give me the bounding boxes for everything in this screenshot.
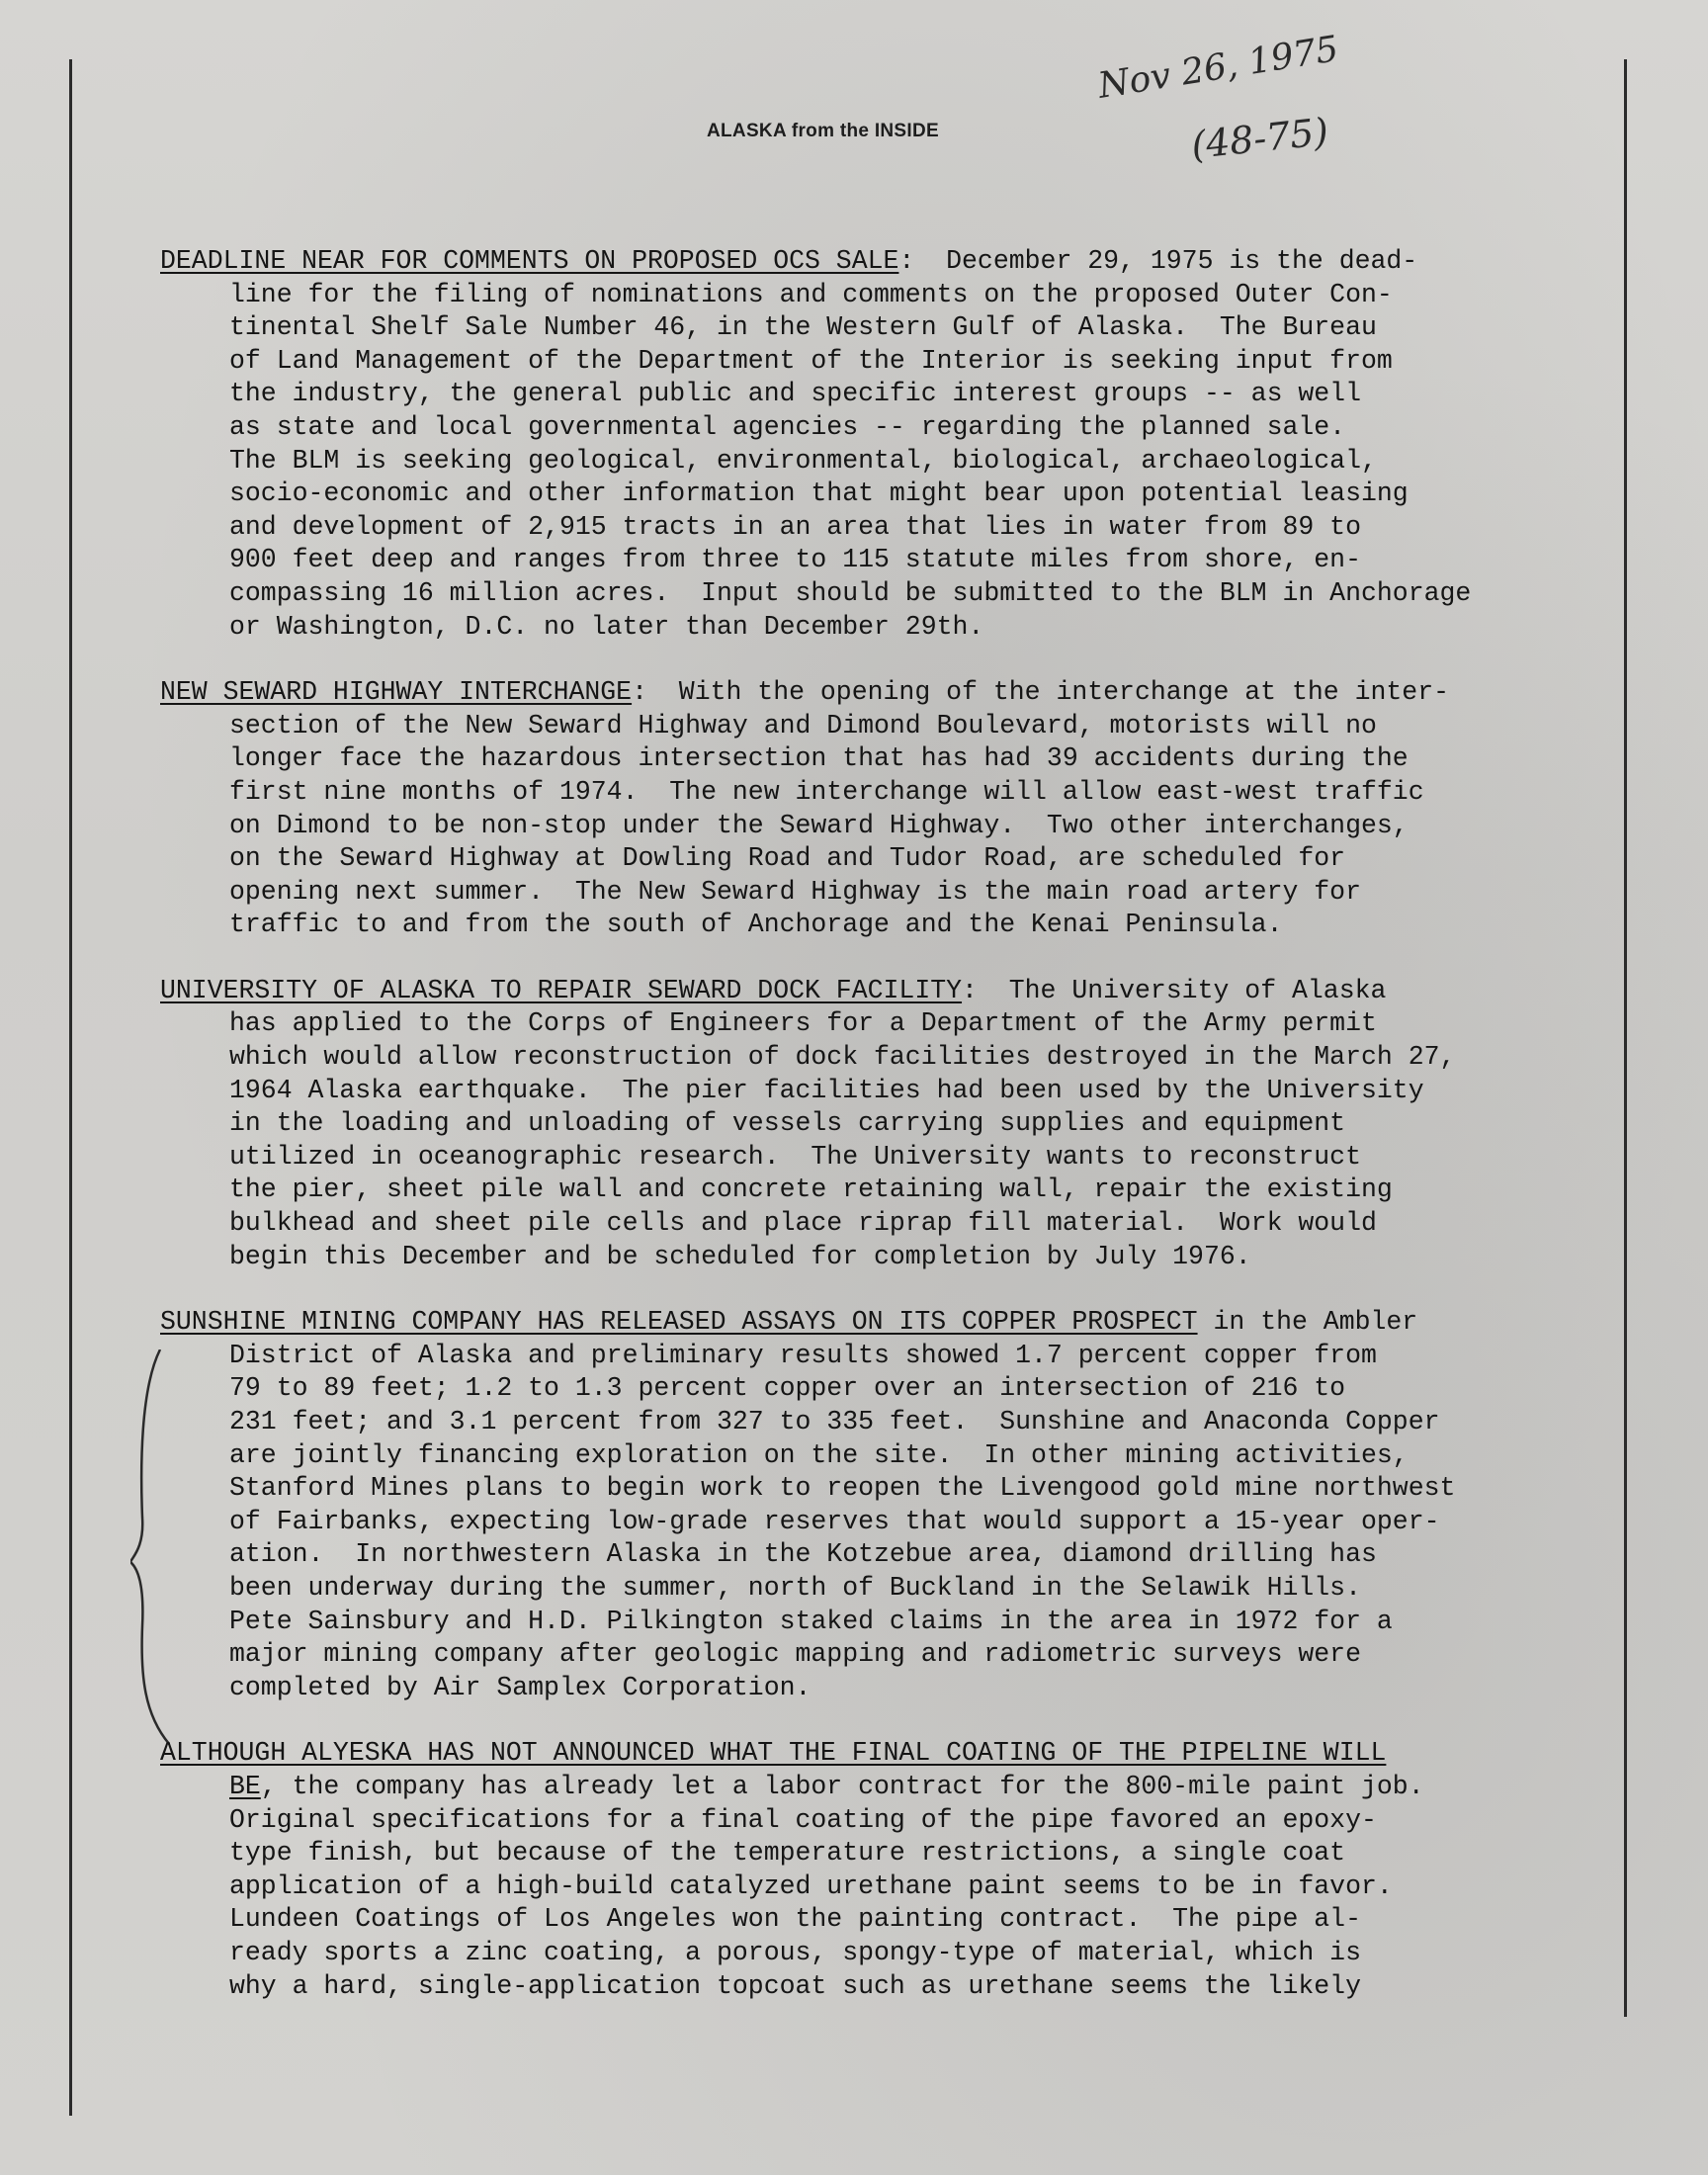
article-line: opening next summer. The New Seward Highway is the main road artery for bbox=[229, 876, 1361, 907]
article bbox=[160, 676, 1564, 942]
article-line: Pete Sainsbury and H.D. Pilkington staked claims in the area in 1972 for a bbox=[229, 1606, 1393, 1636]
article-line: Original specifications for a final coating of the pipe favored an epoxy- bbox=[229, 1804, 1377, 1835]
article-headline-continued: BE bbox=[229, 1771, 261, 1801]
article-line: which would allow reconstruction of dock facilities destroyed in the March 27, bbox=[229, 1042, 1456, 1073]
article-headline: UNIVERSITY OF ALASKA TO REPAIR SEWARD DOCK FACILITY bbox=[160, 975, 963, 1005]
article bbox=[160, 975, 1564, 1273]
article-line: socio-economic and other information that might bear upon potential leasing bbox=[229, 478, 1409, 509]
article-line: ation. In northwestern Alaska in the Kotzebue area, diamond drilling has bbox=[229, 1539, 1377, 1570]
article-line: 231 feet; and 3.1 percent from 327 to 335 feet. Sunshine and Anaconda Copper bbox=[229, 1407, 1440, 1436]
article-line: in the Ambler bbox=[1197, 1307, 1418, 1338]
article-line: application of a high-build catalyzed urethane paint seems to be in favor. bbox=[229, 1870, 1393, 1901]
article-line: : With the opening of the interchange at the inter- bbox=[632, 677, 1450, 708]
article-line: ready sports a zinc coating, a porous, spongy-type of material, which is bbox=[229, 1937, 1361, 1967]
article-line: utilized in oceanographic research. The University wants to reconstruct bbox=[229, 1141, 1361, 1172]
right-margin-line bbox=[1624, 59, 1627, 2017]
article-line: compassing 16 million acres. Input should be submitted to the BLM in Anchorage bbox=[229, 577, 1472, 608]
article-headline: NEW SEWARD HIGHWAY INTERCHANGE bbox=[160, 677, 633, 708]
article-line: or Washington, D.C. no later than December 29th. bbox=[229, 611, 984, 642]
article-line: of Land Management of the Department of the Interior is seeking input from bbox=[229, 345, 1393, 376]
article bbox=[160, 1737, 1564, 2003]
article-line: and development of 2,915 tracts in an area that lies in water from 89 to bbox=[229, 511, 1361, 542]
masthead: ALASKA from the INSIDE bbox=[707, 121, 939, 141]
article-body bbox=[160, 245, 1564, 2036]
article-line: the pier, sheet pile wall and concrete retaining wall, repair the existing bbox=[229, 1174, 1393, 1205]
article-line: : The University of Alaska bbox=[962, 975, 1387, 1005]
article-line: Lundeen Coatings of Los Angeles won the painting contract. The pipe al- bbox=[229, 1904, 1361, 1935]
article-line: traffic to and from the south of Anchorage and the Kenai Peninsula. bbox=[229, 910, 1283, 940]
article-headline: DEADLINE NEAR FOR COMMENTS ON PROPOSED OCS SALE bbox=[160, 246, 899, 276]
article-line: District of Alaska and preliminary results showed 1.7 percent copper from bbox=[229, 1340, 1377, 1370]
article-line: The BLM is seeking geological, environmental, biological, archaeological, bbox=[229, 445, 1377, 476]
article-line: , the company has already let a labor contract for the 800-mile paint job. bbox=[260, 1771, 1424, 1801]
article-line: major mining company after geologic mapping and radiometric surveys were bbox=[229, 1639, 1361, 1670]
article-line: completed by Air Samplex Corporation. bbox=[229, 1672, 811, 1702]
article-line: begin this December and be scheduled for completion by July 1976. bbox=[229, 1241, 1251, 1271]
article-line: longer face the hazardous intersection that has had 39 accidents during the bbox=[229, 743, 1409, 774]
article-line: as state and local governmental agencies -- regarding the planned sale. bbox=[229, 411, 1346, 442]
article-line: in the loading and unloading of vessels carrying supplies and equipment bbox=[229, 1108, 1346, 1139]
article-line: line for the filing of nominations and comments on the proposed Outer Con- bbox=[229, 279, 1393, 309]
article-line: the industry, the general public and specific interest groups -- as well bbox=[229, 379, 1361, 409]
article-line: 1964 Alaska earthquake. The pier facilities had been used by the University bbox=[229, 1075, 1424, 1105]
article-headline: ALTHOUGH ALYESKA HAS NOT ANNOUNCED WHAT THE FINAL COATING OF THE PIPELINE WILL bbox=[160, 1738, 1387, 1769]
article-line: tinental Shelf Sale Number 46, in the Western Gulf of Alaska. The Bureau bbox=[229, 312, 1377, 343]
article-line: section of the New Seward Highway and Dimond Boulevard, motorists will no bbox=[229, 710, 1377, 740]
article bbox=[160, 1306, 1564, 1704]
article-line: are jointly financing exploration on the site. In other mining activities, bbox=[229, 1439, 1409, 1470]
article bbox=[160, 245, 1564, 644]
article-headline: SUNSHINE MINING COMPANY HAS RELEASED ASSAYS ON ITS COPPER PROSPECT bbox=[160, 1307, 1198, 1338]
article-line: : December 29, 1975 is the dead- bbox=[898, 246, 1418, 276]
article-line: on Dimond to be non-stop under the Seward Highway. Two other interchanges, bbox=[229, 810, 1409, 840]
article-line: Stanford Mines plans to begin work to reopen the Livengood gold mine northwest bbox=[229, 1473, 1456, 1504]
left-margin-line bbox=[69, 59, 72, 2116]
article-line: 900 feet deep and ranges from three to 115 statute miles from shore, en- bbox=[229, 545, 1361, 575]
article-line: of Fairbanks, expecting low-grade reserves that would support a 15-year oper- bbox=[229, 1506, 1440, 1536]
article-line: first nine months of 1974. The new interchange will allow east-west traffic bbox=[229, 776, 1424, 807]
article-line: 79 to 89 feet; 1.2 to 1.3 percent copper over an intersection of 216 to bbox=[229, 1373, 1346, 1404]
article-line: been underway during the summer, north of Buckland in the Selawik Hills. bbox=[229, 1572, 1361, 1603]
article-line: bulkhead and sheet pile cells and place riprap fill material. Work would bbox=[229, 1208, 1377, 1239]
article-line: type finish, but because of the temperature restrictions, a single coat bbox=[229, 1838, 1346, 1869]
article-line: why a hard, single-application topcoat such as urethane seems the likely bbox=[229, 1970, 1361, 2001]
handwritten-number: (48-75) bbox=[1189, 109, 1331, 168]
handwritten-date: Nov 26, 1975 bbox=[1095, 29, 1341, 107]
article-line: on the Seward Highway at Dowling Road and Tudor Road, are scheduled for bbox=[229, 843, 1346, 874]
article-line: has applied to the Corps of Engineers for a Department of the Army permit bbox=[229, 1008, 1377, 1039]
